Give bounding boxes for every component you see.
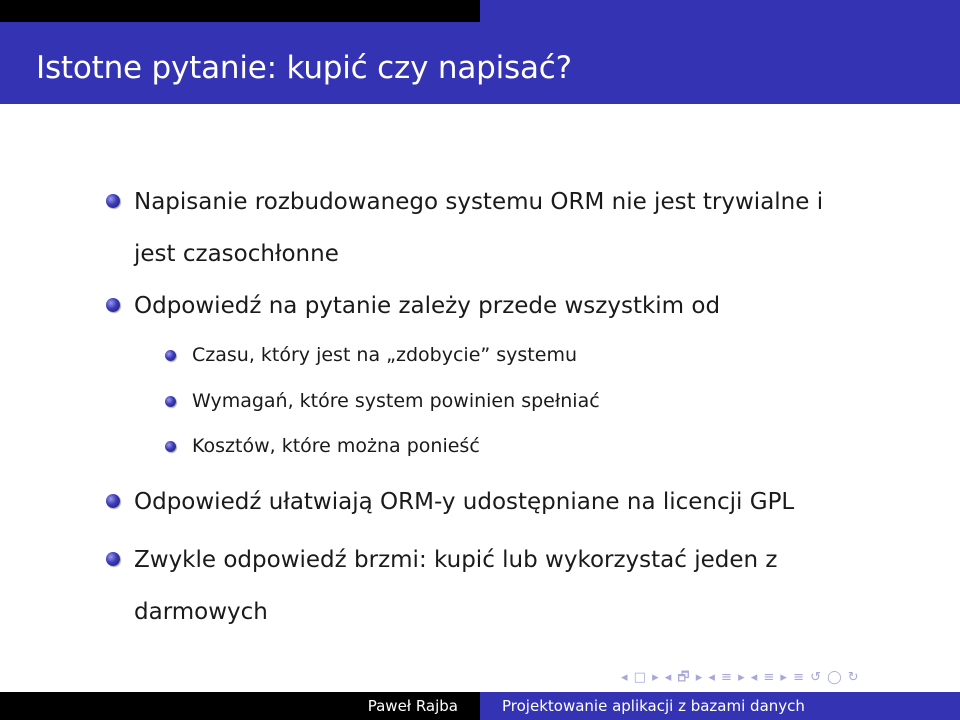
list-item-line: jest czasochłonne (134, 241, 339, 267)
list-item-line: darmowych (134, 599, 268, 625)
sub-list-item: Czasu, który jest na „zdobycie” systemu (192, 344, 577, 366)
list-item (134, 280, 720, 332)
list-item (134, 476, 794, 528)
footer-author: Paweł Rajba (0, 692, 480, 720)
bullet-icon (106, 298, 120, 312)
list-item-line: Zwykle odpowiedź brzmi: kupić lub wykorzystać jeden z (134, 547, 778, 573)
list-item-line: Odpowiedź ułatwiają ORM-y udostępniane na licencji GPL (134, 489, 795, 515)
list-item-line: Napisanie rozbudowanego systemu ORM nie jest trywialne i (134, 189, 824, 215)
footer (0, 692, 960, 720)
bullet-icon (106, 194, 120, 208)
sub-list-item: Wymagań, które system powinien spełniać (192, 390, 600, 412)
list-item-line: Odpowiedź na pytanie zależy przede wszystkim od (134, 293, 721, 319)
bullet-icon (106, 494, 120, 508)
slide-title: Istotne pytanie: kupić czy napisać? (36, 50, 572, 86)
list-item (134, 534, 777, 638)
sub-bullet-icon (165, 396, 176, 407)
sub-bullet-icon (165, 441, 176, 452)
list-item (134, 176, 823, 280)
sub-list-item: Kosztów, które można ponieść (192, 435, 480, 457)
footer-course: Projektowanie aplikacji z bazami danych (480, 692, 960, 720)
beamer-navigation-icons[interactable]: ◂ □ ▸ ◂ 🗗 ▸ ◂ ≡ ▸ ◂ ≡ ▸ ≡ ↺ ◯ ↻ (621, 670, 860, 685)
bullet-icon (106, 552, 120, 566)
sub-bullet-icon (165, 350, 176, 361)
